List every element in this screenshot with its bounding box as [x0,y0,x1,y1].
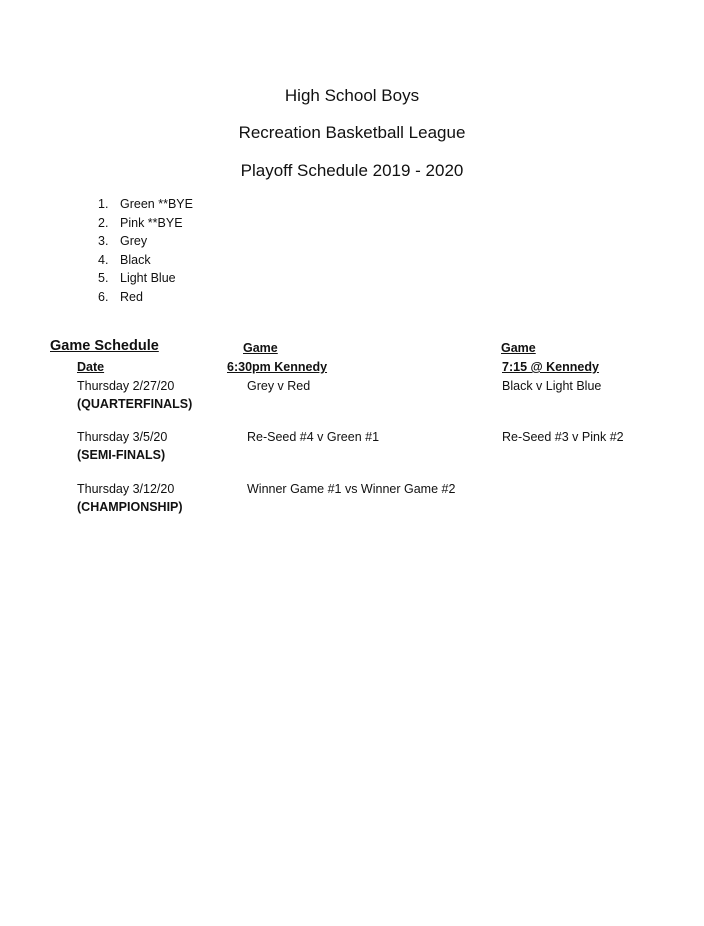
seed-team: Light Blue [120,271,176,286]
seed-number: 6. [98,289,109,304]
game-schedule-heading: Game Schedule [50,338,159,354]
row-game2: Black v Light Blue [502,379,602,393]
title-line-2: Recreation Basketball League [238,123,466,142]
row-round: (QUARTERFINALS) [77,397,193,411]
seed-number: 1. [98,197,109,211]
row-date: Thursday 3/12/20 [77,482,175,496]
row-date: Thursday 2/27/20 [77,379,175,393]
game1-column-heading: Game [243,341,278,355]
game2-column-heading: Game [501,341,536,355]
row-game2: Re-Seed #3 v Pink #2 [502,430,624,444]
row-date: Thursday 3/5/20 [77,430,168,444]
seed-team: Green **BYE [120,197,193,211]
seed-team: Grey [120,234,148,249]
seed-team: Pink **BYE [120,215,183,230]
seed-item [98,251,193,270]
seed-number: 5. [98,271,109,286]
seed-item [98,195,193,214]
row-round: (CHAMPIONSHIP) [77,500,183,514]
seed-team: Red [120,289,143,304]
row-game1: Grey v Red [247,379,311,393]
seed-number: 2. [98,215,109,230]
seed-item [98,288,193,307]
row-game1: Winner Game #1 vs Winner Game #2 [247,482,456,496]
seed-item [98,269,193,288]
row-game1: Re-Seed #4 v Green #1 [247,430,380,444]
title-line-3: Playoff Schedule 2019 - 2020 [240,161,464,180]
team-seed-list [98,195,193,307]
title-line-1: High School Boys [284,86,420,105]
seed-number: 3. [98,234,109,249]
game2-time-location: 7:15 @ Kennedy [502,360,599,374]
game1-time-location: 6:30pm Kennedy [227,360,328,374]
seed-item [98,214,193,233]
date-column-heading: Date [77,360,105,374]
seed-number: 4. [98,252,109,267]
row-round: (SEMI-FINALS) [77,448,166,462]
seed-team: Black [120,252,151,267]
seed-item [98,232,193,251]
